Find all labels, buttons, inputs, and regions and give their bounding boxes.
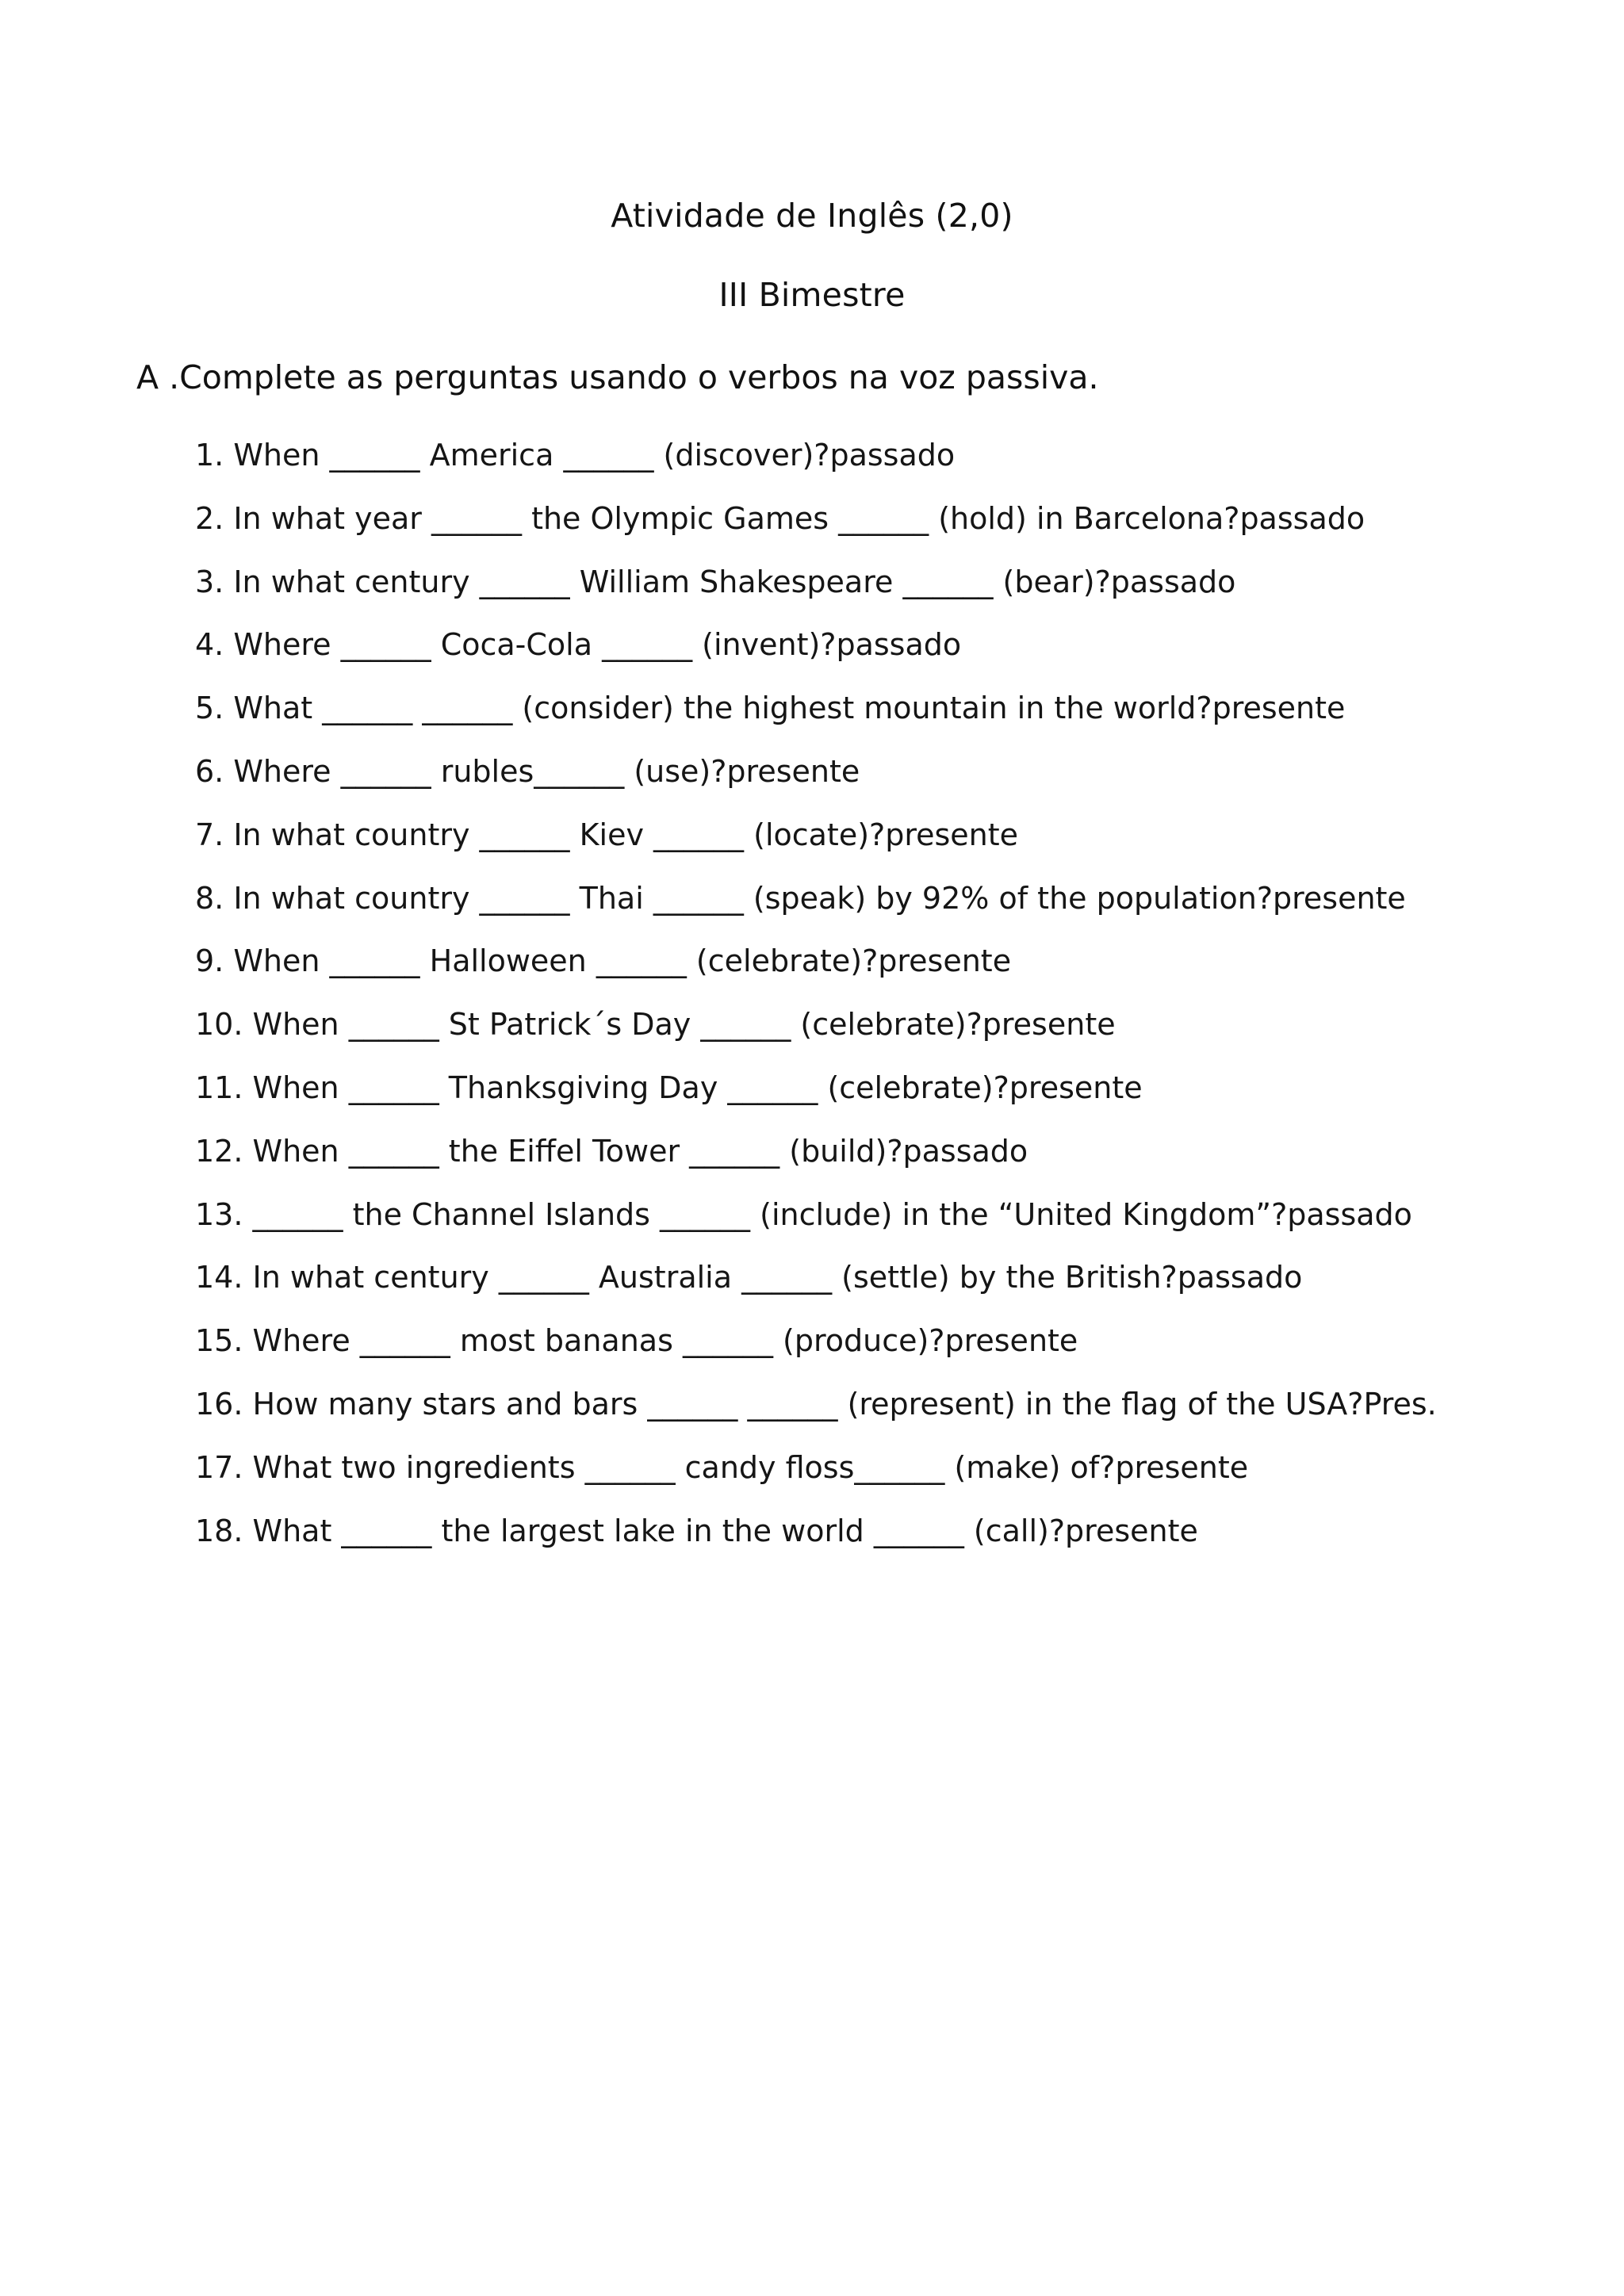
question-item: 4. Where ______ Coca-Cola ______ (invent)?passado: [195, 627, 962, 663]
question-item: 15. Where ______ most bananas ______ (produce)?presente: [195, 1323, 1078, 1359]
question-item: 6. Where ______ rubles______ (use)?presente: [195, 753, 860, 789]
instruction-text: A .Complete as perguntas usando o verbos na voz passiva.: [136, 358, 1099, 396]
question-list: [195, 433, 1437, 1571]
question-item: 7. In what country ______ Kiev ______ (locate)?presente: [195, 817, 1019, 852]
question-item: 17. What two ingredients ______ candy floss______ (make) of?presente: [195, 1449, 1249, 1485]
question-item: 13. ______ the Channel Islands ______ (include) in the “United Kingdom”?passado: [195, 1196, 1412, 1232]
question-item: 8. In what country ______ Thai ______ (speak) by 92% of the population?presente: [195, 880, 1406, 916]
question-item: 18. What ______ the largest lake in the world ______ (call)?presente: [195, 1513, 1198, 1548]
question-item: 10. When ______ St Patrick´s Day ______ (celebrate)?presente: [195, 1007, 1116, 1043]
question-item: 3. In what century ______ William Shakespeare ______ (bear)?passado: [195, 564, 1236, 599]
question-item: 1. When ______ America ______ (discover)?passado: [195, 438, 956, 473]
question-item: 16. How many stars and bars ______ ______ (represent) in the flag of the USA?Pres.: [195, 1386, 1437, 1422]
question-item: 9. When ______ Halloween ______ (celebrate)?presente: [195, 943, 1012, 979]
question-item: 2. In what year ______ the Olympic Games ______ (hold) in Barcelona?passado: [195, 500, 1365, 536]
question-item: 12. When ______ the Eiffel Tower ______ (build)?passado: [195, 1133, 1028, 1169]
question-item: 14. In what century ______ Australia ______ (settle) by the British?passado: [195, 1260, 1303, 1295]
question-item: 11. When ______ Thanksgiving Day ______ (celebrate)?presente: [195, 1070, 1143, 1105]
worksheet-subtitle: III Bimestre: [718, 276, 906, 314]
question-item: 5. What ______ ______ (consider) the highest mountain in the world?presente: [195, 691, 1346, 726]
worksheet-title: Atividade de Inglês (2,0): [611, 197, 1013, 235]
